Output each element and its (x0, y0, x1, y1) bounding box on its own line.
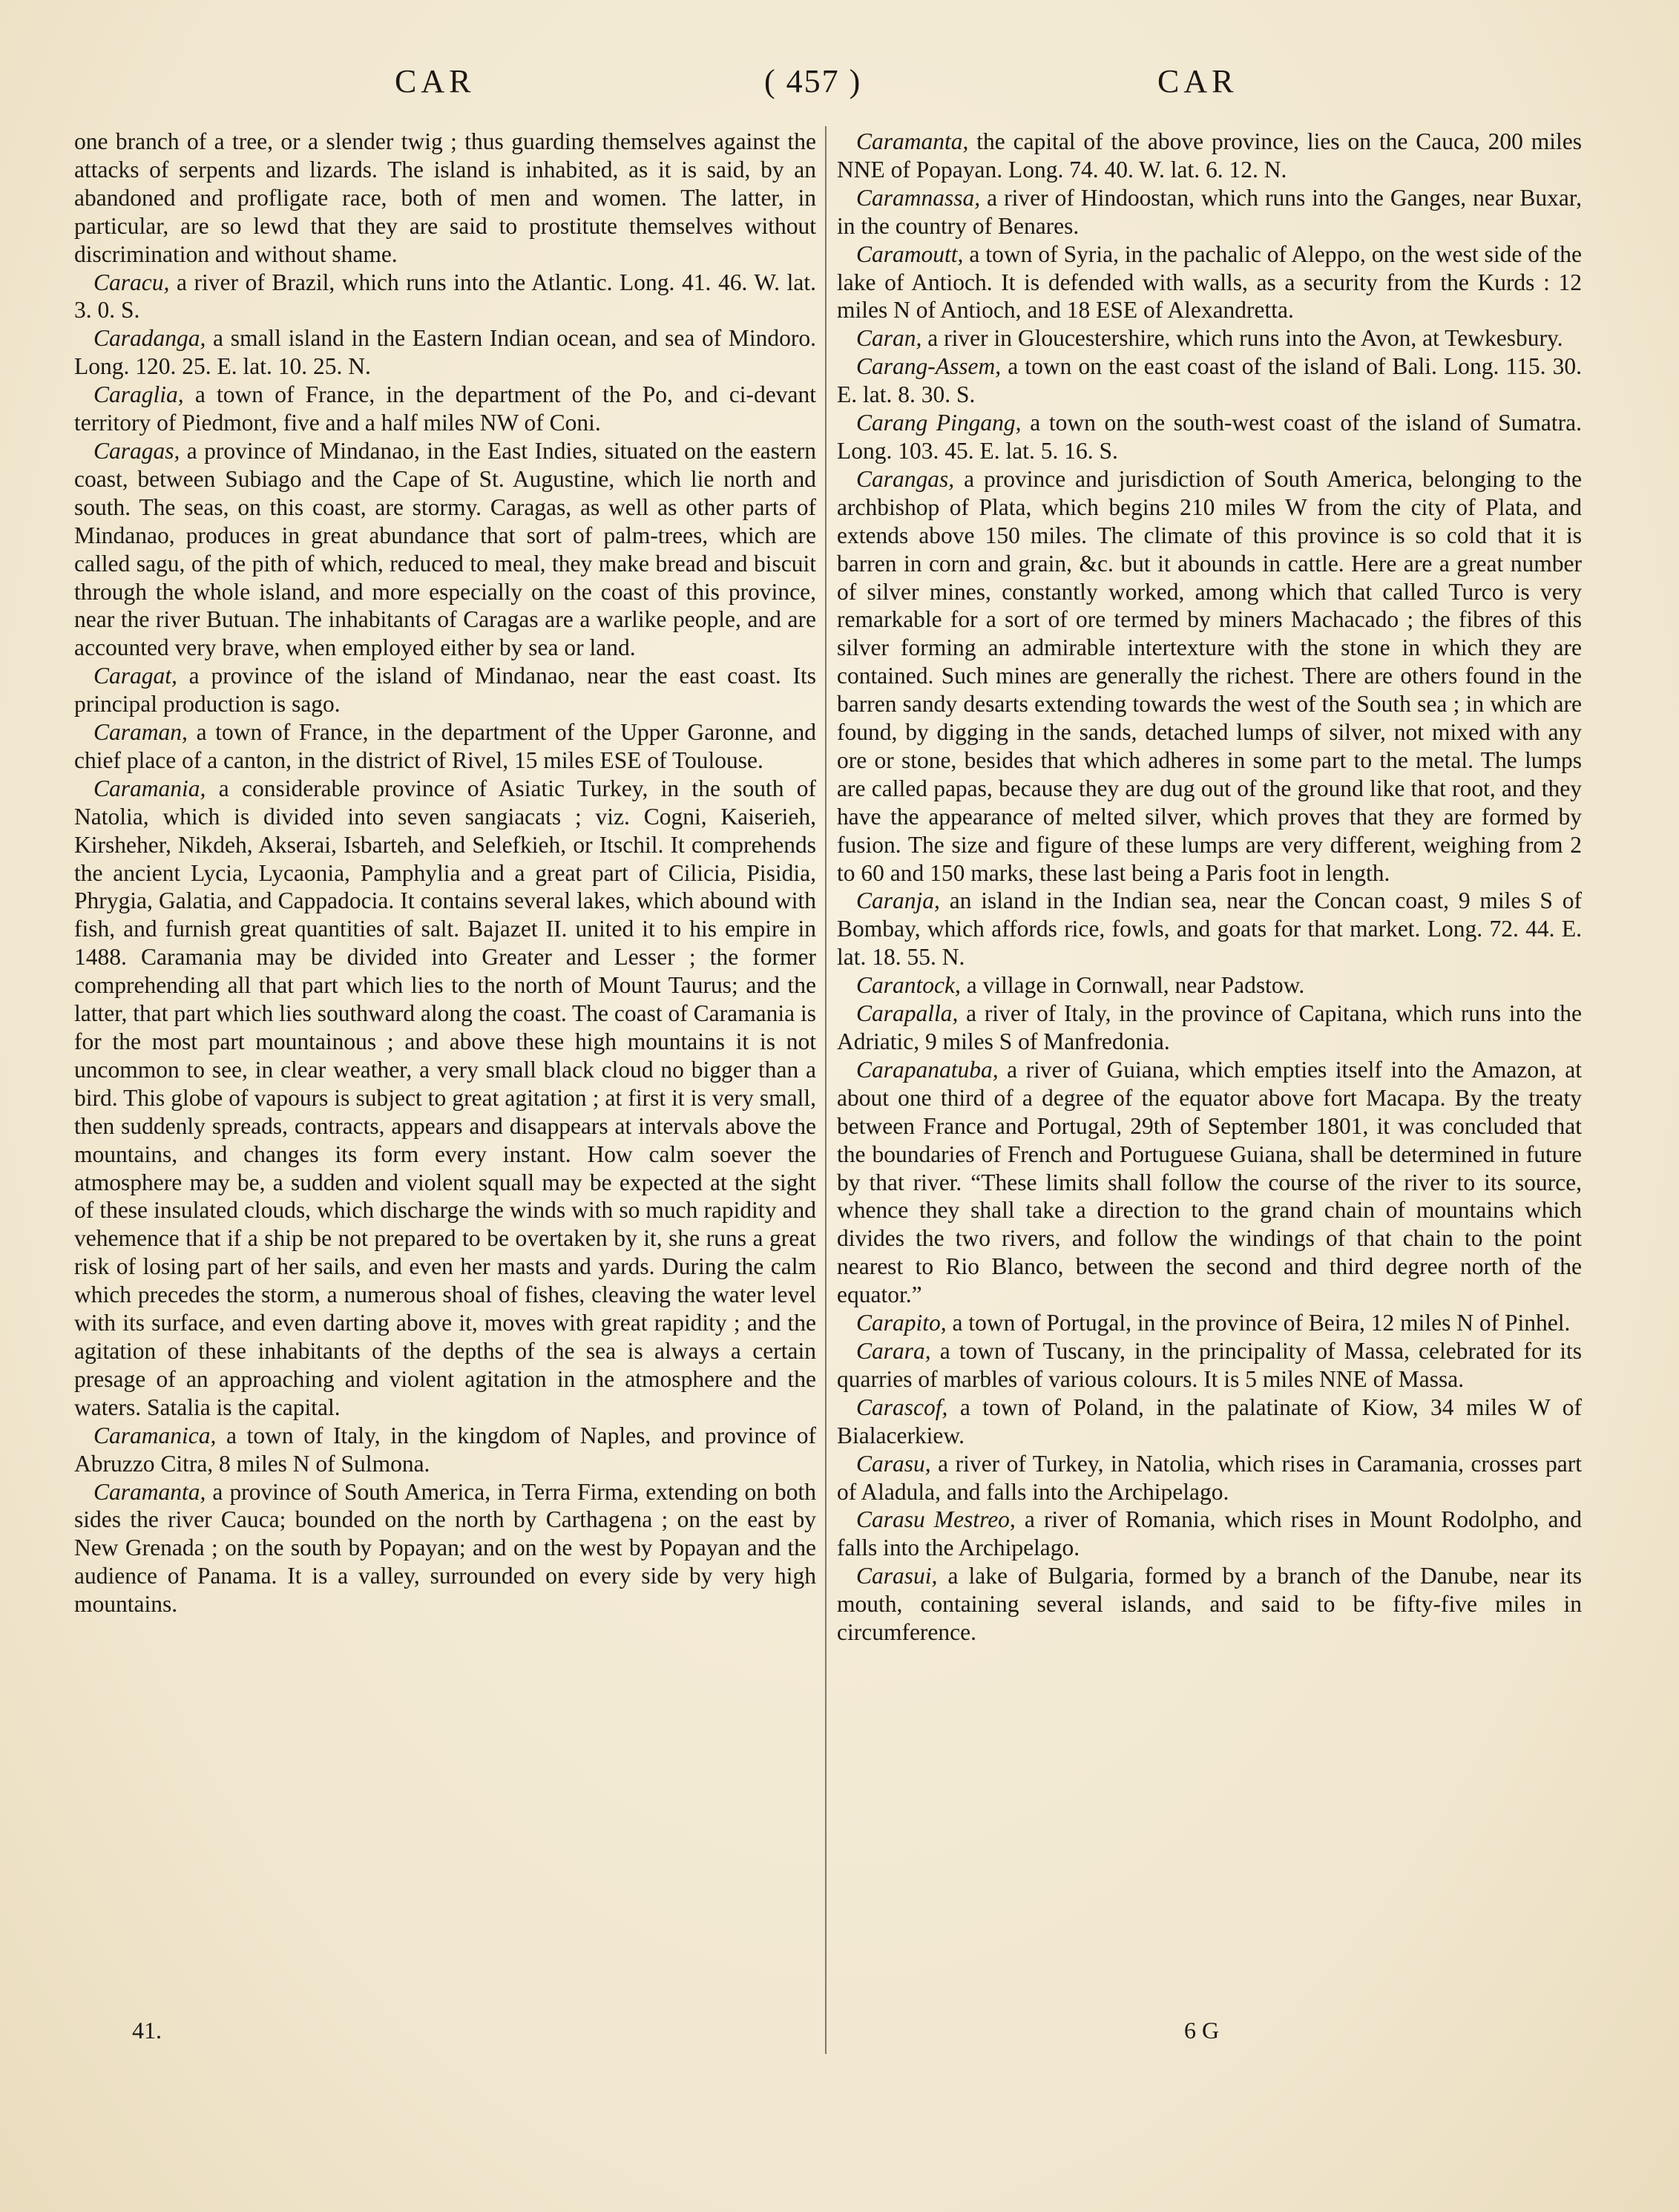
gazetteer-entry (837, 409, 1582, 465)
gazetteer-entry (837, 128, 1582, 184)
gazetteer-entry (837, 324, 1582, 352)
gazetteer-entry (837, 971, 1582, 1000)
entry-headword: Carasu Mestreo, (856, 1506, 1016, 1533)
gazetteer-entry (837, 1000, 1582, 1056)
gazetteer-entry (74, 381, 816, 437)
entry-headword: Carang-Assem, (856, 353, 1002, 380)
entry-text: a town of Poland, in the palatinate of Kiow, 34 miles W of Bialacerkiew. (837, 1394, 1582, 1448)
entry-headword: Caramanica, (93, 1422, 217, 1448)
entry-text: a town of Tuscany, in the principality of Massa, celebrated for its quarries of marbles of various colours. It is 5 miles NNE of Massa. (837, 1337, 1582, 1392)
gazetteer-entry (74, 269, 816, 325)
entry-text: a village in Cornwall, near Padstow. (960, 972, 1305, 999)
gazetteer-entry (74, 662, 816, 718)
entry-text: a river of Guiana, which empties itself into the Amazon, at about one third of a degree of the equator above fort Macapa. By the treaty between France and Portugal, 29th of September 1801, it was concluded that the boundaries of French and Portuguese Guiana, shall be determined in future by that river. “These limits shall follow the course of the river to its source, whence they shall take a direction to the grand chain of mountains which divides the two rivers, and follow the windings of that chain to the point nearest to Rio Blanco, between the second and third degree north of the equator.” (837, 1056, 1582, 1308)
gazetteer-entry (74, 324, 816, 381)
entry-text: an island in the Indian sea, near the Concan coast, 9 miles S of Bombay, which affords rice, fowls, and goats for that market. Long. 72. 44. E. lat. 18. 55. N. (837, 887, 1582, 971)
gazetteer-entry (837, 465, 1582, 887)
entry-headword: Caramanta, (93, 1478, 206, 1505)
entry-headword: Carascof, (856, 1394, 948, 1420)
gazetteer-entry (74, 1478, 816, 1619)
entry-headword: Carang Pingang, (856, 410, 1022, 436)
gazetteer-entry (837, 240, 1582, 325)
running-head-right: CAR (1157, 63, 1238, 99)
entry-text: a river in Gloucestershire, which runs into the Avon, at Tewkesbury. (921, 325, 1563, 352)
entry-text: a town on the east coast of the island of Bali. Long. 115. 30. E. lat. 8. 30. S. (837, 353, 1582, 408)
entry-headword: Caramanta, (856, 128, 969, 154)
entry-text: a river of Brazil, which runs into the Atlantic. Long. 41. 46. W. lat. 3. 0. S. (74, 269, 816, 324)
entry-text: a province of Mindanao, in the East Indies, situated on the eastern coast, between Subiago and the Cape of St. Augustine, which lie north and south. The seas, on this coast, are stormy. Caragas, as well as other parts of Mindanao, produces in great abundance that sort of palm-trees, which are called sagu, of the pith of which, reduced to meal, they make bread and biscuit through the whole island, and more especially on the coast of this province, near the river Butuan. The inhabitants of Caragas are a warlike people, and are accounted very brave, when employed either by sea or land. (74, 437, 816, 661)
signature-mark-left: 41. (132, 2017, 162, 2044)
entry-text: a town of France, in the department of the Po, and ci-devant territory of Piedmont, five and a half miles NW of Coni. (74, 381, 816, 436)
entry-headword: Caramania, (93, 775, 206, 801)
gazetteer-entry (837, 1506, 1582, 1562)
entry-headword: Caramnassa, (856, 184, 981, 211)
column-divider (825, 126, 827, 2054)
gazetteer-entry (837, 352, 1582, 409)
entry-text: a town on the south-west coast of the island of Sumatra. Long. 103. 45. E. lat. 5. 16. S. (837, 410, 1582, 464)
entry-headword: Carapanatuba, (856, 1056, 999, 1083)
gazetteer-entry (837, 1337, 1582, 1394)
entry-text: a river of Romania, which rises in Mount Rodolpho, and falls into the Archipelago. (837, 1506, 1582, 1561)
gazetteer-entry (837, 1450, 1582, 1506)
entry-headword: Carapalla, (856, 1000, 959, 1027)
entry-text: a small island in the Eastern Indian ocean, and sea of Mindoro. Long. 120. 25. E. lat. 10. 25. N. (74, 325, 816, 380)
entry-text: a province and jurisdiction of South America, belonging to the archbishop of Plata, which begins 210 miles W from the city of Plata, and extends above 150 miles. The climate of this province is so cold that it is barren in corn and grain, &c. but it abounds in cattle. Here are a great number of silver mines, constantly worked, among which that called Turco is very remarkable for a sort of ore termed by miners Machacado ; the fibres of this silver forming an admirable intertexture with the stone in which they are contained. Such mines are generally the richest. There are others found in the barren sandy desarts extending towards the west of the South sea ; in which are found, by digging in the sands, detached lumps of silver, not mixed with any ore or stone, besides that which adheres in some part to the metal. The lumps are called papas, because they are dug out of the ground like that root, and they have the appearance of melted silver, which proves that they are formed by fusion. The size and figure of these lumps are very different, weighing from 2 to 60 and 150 marks, these last being a Paris foot in length. (837, 465, 1582, 886)
right-column (837, 128, 1582, 1647)
entry-headword: Caracu, (93, 269, 170, 295)
entry-headword: Caraglia, (93, 381, 184, 408)
running-head (0, 56, 1679, 108)
gazetteer-entry (74, 1422, 816, 1478)
entry-text: a province of the island of Mindanao, near the east coast. Its principal production is sago. (74, 663, 816, 718)
gazetteer-entry (74, 437, 816, 662)
gazetteer-entry (837, 1309, 1582, 1337)
entry-headword: Caraman, (93, 719, 188, 746)
page-number: ( 457 ) (764, 63, 862, 99)
entry-headword: Caragas, (93, 437, 180, 464)
entry-text: a lake of Bulgaria, formed by a branch of the Danube, near its mouth, containing several islands, and said to be fifty-five miles in circumference. (837, 1563, 1582, 1646)
signature-mark-right: 6 G (1184, 2017, 1220, 2044)
gazetteer-entry (837, 1056, 1582, 1309)
entry-text: a river of Hindoostan, which runs into the Ganges, near Buxar, in the country of Benares. (837, 184, 1582, 239)
entry-text: a river of Turkey, in Natolia, which rises in Caramania, crosses part of Aladula, and falls into the Archipelago. (837, 1450, 1582, 1505)
entry-text: one branch of a tree, or a slender twig ; thus guarding themselves against the attacks of serpents and lizards. The island is inhabited, as it is said, by an abandoned and profligate race, both of men and women. The latter, in particular, are so lewd that they are said to prostitute themselves without discrimination and without shame. (74, 128, 816, 267)
entry-headword: Caranja, (856, 887, 940, 914)
entry-headword: Caran, (856, 325, 922, 352)
entry-text: a town of France, in the department of the Upper Garonne, and chief place of a canton, in the district of Rivel, 15 miles ESE of Toulouse. (74, 719, 816, 773)
entry-headword: Caramoutt, (856, 240, 964, 267)
left-column (74, 128, 816, 1618)
entry-headword: Carangas, (856, 465, 955, 492)
gazetteer-entry (74, 775, 816, 1422)
entry-headword: Caradanga, (93, 325, 206, 352)
running-head-left: CAR (395, 63, 476, 99)
gazetteer-entry (74, 128, 816, 269)
entry-text: the capital of the above province, lies on the Cauca, 200 miles NNE of Popayan. Long. 74. 40. W. lat. 6. 12. N. (837, 128, 1582, 183)
entry-headword: Carasui, (856, 1563, 938, 1589)
entry-headword: Carara, (856, 1337, 931, 1364)
entry-text: a river of Italy, in the province of Capitana, which runs into the Adriatic, 9 miles S of Manfredonia. (837, 1000, 1582, 1054)
gazetteer-entry (837, 1394, 1582, 1450)
entry-headword: Carapito, (856, 1310, 947, 1336)
entry-text: a town of Syria, in the pachalic of Aleppo, on the west side of the lake of Antioch. It is defended with walls, as a security from the Kurds : 12 miles N of Antioch, and 18 ESE of Alexandretta. (837, 240, 1582, 324)
gazetteer-entry (837, 1562, 1582, 1647)
entry-text: a considerable province of Asiatic Turkey, in the south of Natolia, which is divided into seven sangiacats ; viz. Cogni, Kaiserieh, Kirsheher, Nikdeh, Akserai, Isbarteh, and Selefkieh, or Itschil. It comprehends the ancient Lycia, Lycaonia, Pamphylia and a great part of Cilicia, Pisidia, Phrygia, Galatia, and Cappadocia. It contains several lakes, which abound with fish, and furnish great quantities of salt. Bajazet II. united it to his empire in 1488. Caramania may be divided into Greater and Lesser ; the former comprehending all that part which lies to the north of Mount Taurus; and the latter, that part which lies southward along the coast. The coast of Caramania is for the most part mountainous ; and above these high mountains it is not uncommon to see, in clear weather, a very small black cloud no bigger than a bird. This globe of vapours is subject to great agitation ; at first it is very small, then suddenly spreads, contracts, appears and disappears at intervals above the mountains, and changes its form every instant. How calm soever the atmosphere may be, a sudden and violent squall may be expected at the sight of these insulated clouds, which discharge the winds with so much rapidity and vehemence that if a ship be not prepared to be overtaken by it, she runs a great risk of losing part of her sails, and even her masts and yards. During the calm which precedes the storm, a numerous shoal of fishes, cleaving the water level with its surface, and even darting above it, moves with great rapidity ; and the agitation of these inhabitants of the depths of the sea is always a certain presage of an approaching and violent agitation in the atmosphere and the waters. Satalia is the capital. (74, 775, 816, 1420)
entry-text: a province of South America, in Terra Firma, extending on both sides the river Cauca; bounded on the north by Carthagena ; on the east by New Grenada ; on the south by Popayan; and on the west by Popayan and the audience of Panama. It is a valley, surrounded on every side by very high mountains. (74, 1478, 816, 1618)
entry-text: a town of Portugal, in the province of Beira, 12 miles N of Pinhel. (946, 1310, 1571, 1336)
entry-headword: Carantock, (856, 972, 961, 999)
entry-text: a town of Italy, in the kingdom of Naples, and province of Abruzzo Citra, 8 miles N of Sulmona. (74, 1422, 816, 1477)
entry-headword: Carasu, (856, 1450, 931, 1477)
gazetteer-entry (837, 184, 1582, 240)
entry-headword: Caragat, (93, 663, 177, 689)
gazetteer-entry (74, 718, 816, 775)
gazetteer-entry (837, 887, 1582, 971)
